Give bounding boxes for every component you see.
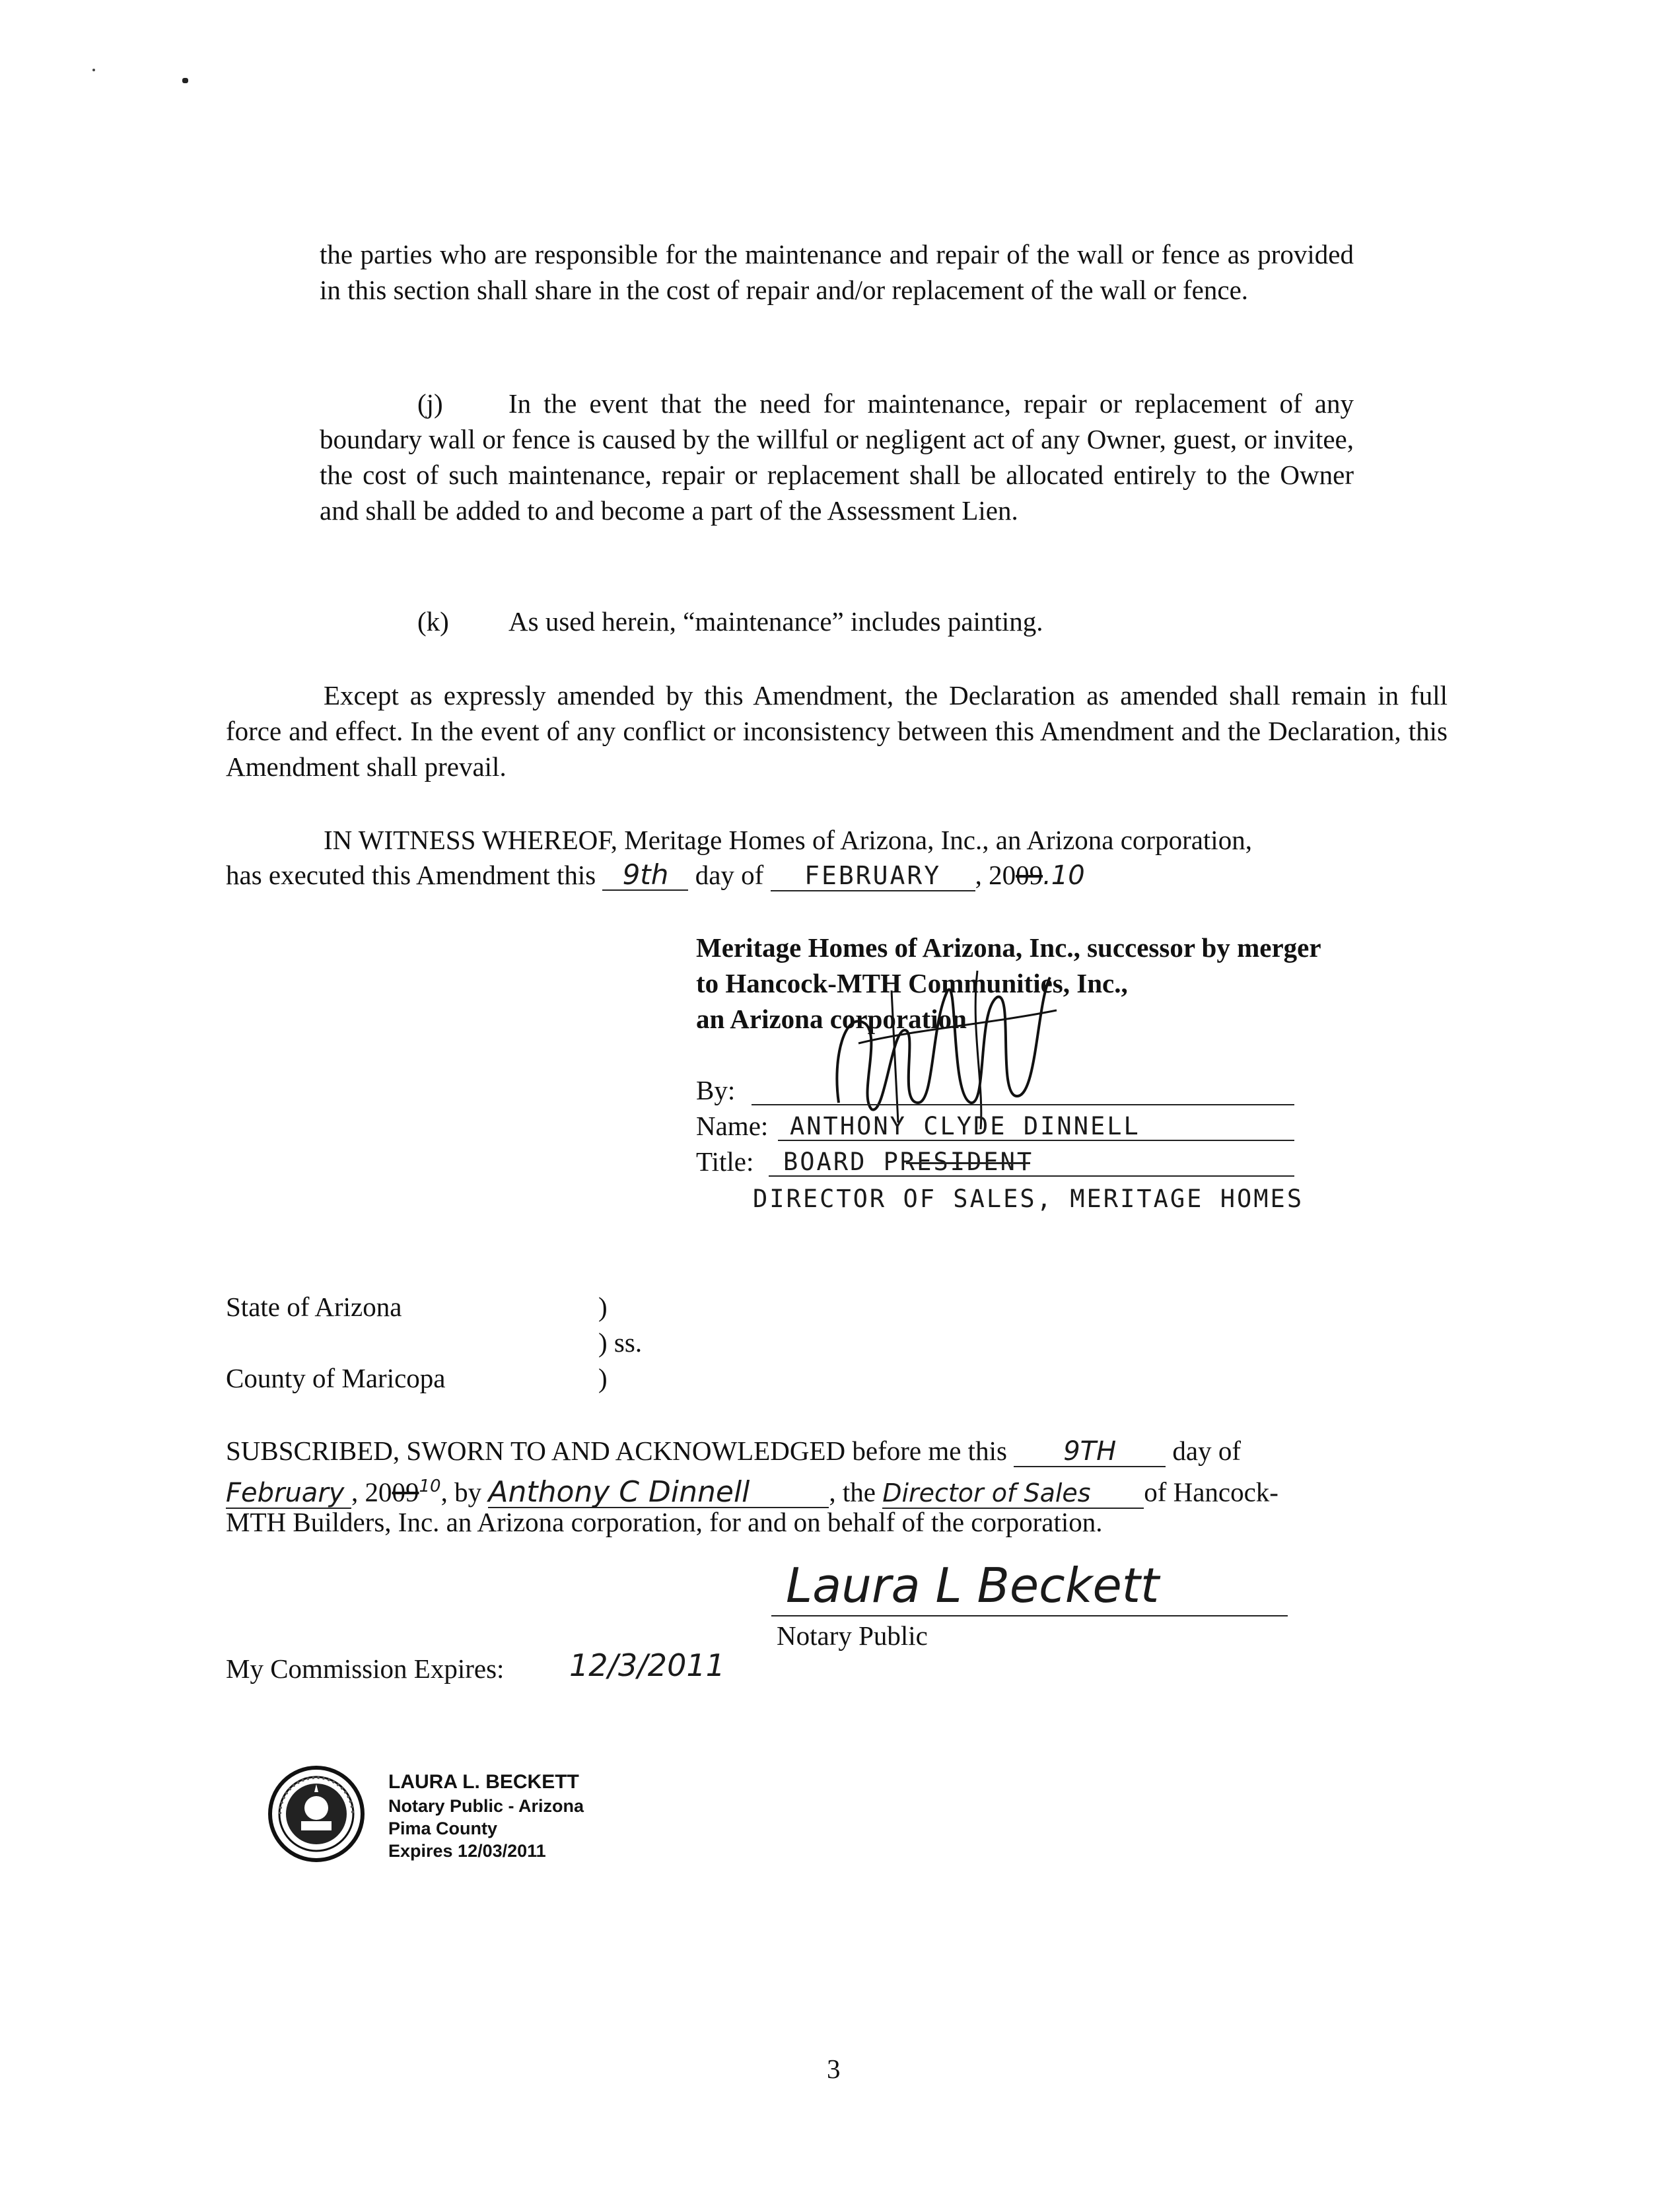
para-k-text: As used herein, “maintenance” includes painting. (508, 606, 1043, 637)
notary-line-1-pre: SUBSCRIBED, SWORN TO AND ACKNOWLEDGED before me this (226, 1436, 1007, 1466)
notary-month-handwritten: February (226, 1477, 345, 1508)
title-handwritten: BOARD PRESIDENT (783, 1148, 1034, 1176)
venue-ss: ) ss. (598, 1327, 643, 1358)
notary-of-company: of Hancock- (1144, 1476, 1278, 1508)
company-line-1: Meritage Homes of Arizona, Inc., successor by merger (696, 932, 1321, 963)
notary-line-1 (226, 1433, 1454, 1469)
page-number: 3 (827, 2054, 841, 2084)
continuation-paragraph: the parties who are responsible for the maintenance and repair of the wall or fence as provided in this section shall share in the cost of repair and/or replacement of the wall or fence. (320, 239, 1354, 305)
notary-by-label: , by (440, 1476, 482, 1508)
title-label: Title: (696, 1146, 754, 1177)
witness-pre: has executed this Amendment this (226, 860, 596, 890)
witness-year-struck: 09 (1016, 860, 1043, 890)
notary-year-pre: , 20 (351, 1476, 392, 1508)
seal-line-2: Notary Public - Arizona (388, 1796, 584, 1816)
venue-paren-2: ) (598, 1363, 608, 1393)
seal-line-3: Pima County (388, 1819, 498, 1838)
para-j-label: (j) (417, 388, 443, 419)
name-handwritten: ANTHONY CLYDE DINNELL (790, 1112, 1140, 1140)
witness-line-2 (226, 857, 1282, 893)
notary-year-handwritten: 10 (419, 1476, 441, 1496)
para-k-label: (k) (417, 606, 449, 637)
company-line-2: to Hancock-MTH Communities, Inc., (696, 968, 1128, 998)
commission-label: My Commission Expires: (226, 1653, 505, 1684)
venue-county: County of Maricopa (226, 1363, 446, 1393)
para-j-text: In the event that the need for maintenance, repair or replacement of any boundary wall or fence is caused by the willful or negligent act of any Owner, guest, or invitee, the cost of such maintenance, repair or replacement shall be allocated entirely to the Owner and shall be added to and become a part of the Assessment Lien. (320, 388, 1354, 526)
notary-signature-line (771, 1615, 1288, 1616)
notary-seal-emblem (267, 1764, 366, 1863)
seal-line-4: Expires 12/03/2011 (388, 1841, 546, 1861)
witness-day-handwritten: 9th (622, 858, 669, 891)
by-label: By: (696, 1075, 736, 1105)
notary-title-handwritten: Director of Sales (882, 1478, 1091, 1508)
witness-month-handwritten: FEBRUARY (804, 861, 942, 890)
scan-speck (182, 78, 188, 83)
witness-year-handwritten: .10 (1043, 860, 1085, 891)
except-paragraph: Except as expressly amended by this Amendment, the Declaration as amended shall remain in full force and effect. In the event of any conflict or inconsistency between this Amendment and the Declaration, this Amendment shall prevail. (226, 680, 1448, 782)
notary-line-1-post: day of (1172, 1436, 1242, 1466)
notary-day-handwritten: 9TH (1063, 1436, 1117, 1467)
seal-name: LAURA L. BECKETT (388, 1771, 579, 1793)
name-label: Name: (696, 1111, 769, 1141)
notary-year-struck: 09 (392, 1476, 419, 1508)
venue-state: State of Arizona (226, 1292, 402, 1322)
title-handwritten-extra: DIRECTOR OF SALES, MERITAGE HOMES (753, 1185, 1304, 1213)
notary-line-3: MTH Builders, Inc. an Arizona corporation, for and on behalf of the corporation. (226, 1507, 1103, 1537)
witness-year-pre: , 20 (975, 860, 1016, 890)
officer-signature (819, 951, 1070, 1136)
notary-name-handwritten: Anthony C Dinnell (488, 1475, 750, 1509)
company-line-3: an Arizona corporation (696, 1004, 967, 1034)
notary-public-label: Notary Public (777, 1620, 928, 1651)
scan-speck (92, 69, 95, 71)
notary-the-label: , the (829, 1476, 876, 1508)
notary-signature-handwritten: Laura L Beckett (786, 1558, 1160, 1613)
witness-line-1: IN WITNESS WHEREOF, Meritage Homes of Arizona, Inc., an Arizona corporation, (324, 825, 1252, 855)
commission-handwritten: 12/3/2011 (569, 1648, 725, 1683)
title-strike (906, 1162, 1030, 1164)
witness-mid: day of (695, 860, 764, 890)
venue-paren-1: ) (598, 1292, 608, 1322)
by-line (752, 1104, 1294, 1105)
